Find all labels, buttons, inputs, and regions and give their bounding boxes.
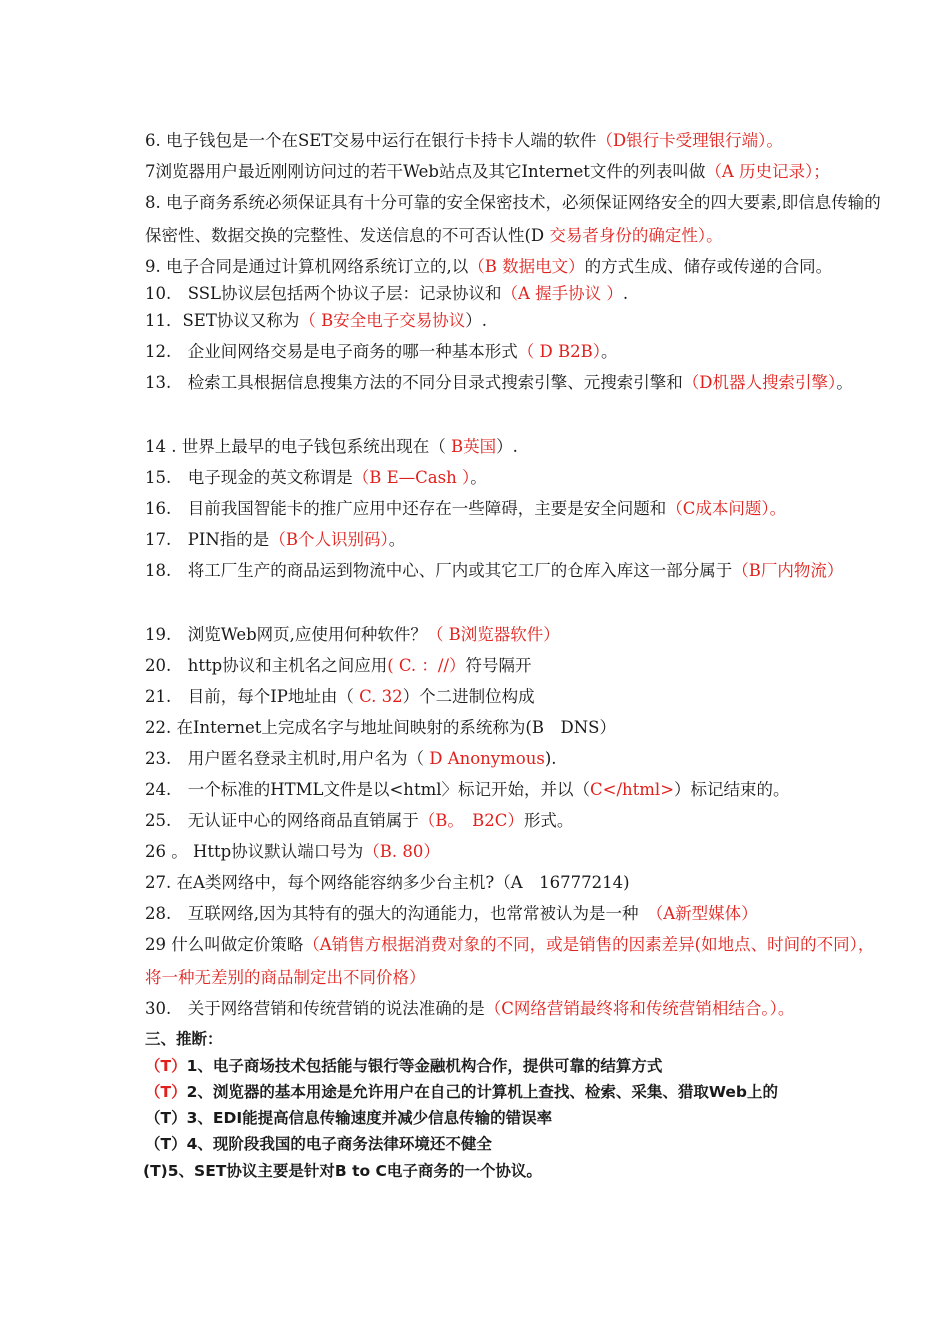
judgement-text: 5、SET协议主要是针对B to C电子商务的一个协议。 <box>167 1162 542 1180</box>
judgement-mark: （T） <box>145 1109 187 1127</box>
question-29 <box>145 928 885 994</box>
question-text: 25. 无认证中心的网络商品直销属于 <box>145 811 419 830</box>
question-28 <box>145 897 895 930</box>
question-27 <box>145 866 895 899</box>
judgement-mark: (T) <box>143 1162 168 1180</box>
question-text: 27. 在A类网络中，每个网络能容纳多少台主机?（A 16777214) <box>145 873 630 892</box>
question-text-tail: . <box>622 284 629 303</box>
question-17 <box>145 523 895 556</box>
question-8 <box>145 186 885 252</box>
question-6 <box>145 124 895 157</box>
question-20 <box>145 649 895 682</box>
question-16 <box>145 492 895 525</box>
answer: （ B安全电子交易协议 <box>299 311 466 330</box>
question-text-tail: 的方式生成、储存或传递的合同。 <box>584 257 833 276</box>
answer: （B。 B2C） <box>418 811 524 830</box>
judgement-text: 2、浏览器的基本用途是允许用户在自己的计算机上查找、检索、采集、猎取Web上的 <box>186 1083 779 1101</box>
answer: （B 数据电文） <box>468 257 585 276</box>
question-text: 16. 目前我国智能卡的推广应用中还存在一些障碍，主要是安全问题和 <box>145 499 667 518</box>
question-text: 11．SET协议又称为 <box>145 311 300 330</box>
question-text-tail: 符号隔开 <box>465 656 532 675</box>
question-text-tail: 。 <box>388 530 406 549</box>
question-text: 26 。 Http协议默认端口号为 <box>145 842 364 861</box>
question-26 <box>145 835 895 868</box>
question-text-tail: ）个二进制位构成 <box>402 687 535 706</box>
question-18 <box>145 554 885 587</box>
judgement-mark: （T） <box>145 1057 187 1075</box>
judgement-item-4 <box>145 1131 905 1157</box>
answer: （B E—Cash ） <box>352 468 471 487</box>
question-text-tail: 。 <box>836 373 853 392</box>
question-text: 13. 检索工具根据信息搜集方法的不同分目录式搜索引擎、元搜索引擎和 <box>145 373 683 392</box>
question-text-tail: ）. <box>465 311 487 330</box>
judgement-mark: （T） <box>145 1135 187 1153</box>
question-24 <box>145 773 895 806</box>
question-text: 10. SSL协议层包括两个协议子层：记录协议和 <box>145 284 502 303</box>
question-13 <box>145 366 885 399</box>
answer: （D机器人搜索引擎） <box>682 373 837 392</box>
judgement-text: 3、EDI能提高信息传输速度并减少信息传输的错误率 <box>186 1109 553 1127</box>
judgement-mark: （T） <box>145 1083 187 1101</box>
judgement-text: 4、现阶段我国的电子商务法律环境还不健全 <box>186 1135 492 1153</box>
question-21 <box>145 680 895 713</box>
answer: （ B浏览器软件） <box>426 625 560 644</box>
question-23 <box>145 742 895 775</box>
question-text: 29 什么叫做定价策略 <box>145 935 304 954</box>
question-text: 30. 关于网络营销和传统营销的说法准确的是 <box>145 999 485 1018</box>
question-text: 15. 电子现金的英文称谓是 <box>145 468 353 487</box>
answer: （B个人识别码） <box>269 530 389 549</box>
question-text: 20. http协议和主机名之间应用 <box>145 656 388 675</box>
question-text-tail: 形式。 <box>523 811 574 830</box>
question-text: 24. 一个标准的HTML文件是以<html〉标记开始，并以（ <box>145 780 590 799</box>
question-7 <box>145 155 895 188</box>
answer: （B厂内物流） <box>732 561 844 580</box>
answer: （C成本问题）。 <box>666 499 787 518</box>
question-text-tail: ). <box>544 749 557 768</box>
question-text: 19. 浏览Web网页,应使用何种软件？ <box>145 625 427 644</box>
question-text: 6. 电子钱包是一个在SET交易中运行在银行卡持卡人端的软件 <box>145 131 597 150</box>
question-19 <box>145 618 895 651</box>
answer: ( C. ：//） <box>387 656 466 675</box>
question-14 <box>145 430 895 463</box>
judgement-item-5 <box>143 1158 903 1184</box>
answer: （C网络营销最终将和传统营销相结合。）。 <box>484 999 795 1018</box>
answer: C</html> <box>590 780 675 799</box>
question-text: 8. 电子商务系统必须保证具有十分可靠的安全保密技术，必须保证网络安全的四大要素,即信息传输的保密性、数据交换的完整性、发送信息的不可否认性(D <box>145 193 881 245</box>
question-22 <box>145 711 895 744</box>
question-text: 23. 用户匿名登录主机时,用户名为（ <box>145 749 430 768</box>
question-text: 17. PIN指的是 <box>145 530 270 549</box>
section-title: 三、推断： <box>145 1030 223 1048</box>
question-text: 21. 目前，每个IP地址由（ <box>145 687 360 706</box>
judgement-text: 1、电子商场技术包括能与银行等金融机构合作，提供可靠的结算方式 <box>186 1057 663 1075</box>
question-30 <box>145 992 895 1025</box>
answer: （B. 80） <box>363 842 440 861</box>
judgement-item-1 <box>145 1053 905 1079</box>
question-text: 14 . 世界上最早的电子钱包系统出现在（ <box>145 437 451 456</box>
question-text-tail: ）标记结束的。 <box>674 780 790 799</box>
question-text-tail: ）. <box>496 437 518 456</box>
question-text-tail: 。 <box>470 468 487 487</box>
question-11 <box>145 304 895 337</box>
answer: （A 历史记录）； <box>705 162 830 181</box>
question-text: 7浏览器用户最近刚刚访问过的若干Web站点及其它Internet文件的列表叫做 <box>145 162 706 181</box>
question-text: 18. 将工厂生产的商品运到物流中心、厂内或其它工厂的仓库入库这一部分属于 <box>145 561 733 580</box>
answer: （A销售方根据消费对象的不同，或是销售的因素差异(如地点、时间的不同），将一种无差别的商品制定出不同价格） <box>145 935 875 987</box>
question-text: 22. 在Internet上完成名字与地址间映射的系统称为(B DNS） <box>145 718 616 737</box>
question-text-tail: 。 <box>600 342 618 361</box>
question-text: 9. 电子合同是通过计算机网络系统订立的,以 <box>145 257 469 276</box>
answer: （ D B2B） <box>517 342 601 361</box>
question-text: 12. 企业间网络交易是电子商务的哪一种基本形式 <box>145 342 518 361</box>
judgement-item-3 <box>145 1105 905 1131</box>
judgement-item-2 <box>145 1079 905 1105</box>
answer: （D银行卡受理银行端）。 <box>596 131 783 150</box>
answer: D Anonymous <box>429 749 545 768</box>
answer: （A 握手协议 ） <box>501 284 623 303</box>
answer: C. 32 <box>359 687 403 706</box>
question-12 <box>145 335 895 368</box>
answer: B英国 <box>450 437 497 456</box>
answer: 交易者身份的确定性）。 <box>549 226 723 245</box>
answer: （A新型媒体） <box>655 904 758 923</box>
question-15 <box>145 461 895 494</box>
question-text: 28. 互联网络,因为其特有的强大的沟通能力，也常常被认为是一种 <box>145 904 655 923</box>
question-25 <box>145 804 895 837</box>
